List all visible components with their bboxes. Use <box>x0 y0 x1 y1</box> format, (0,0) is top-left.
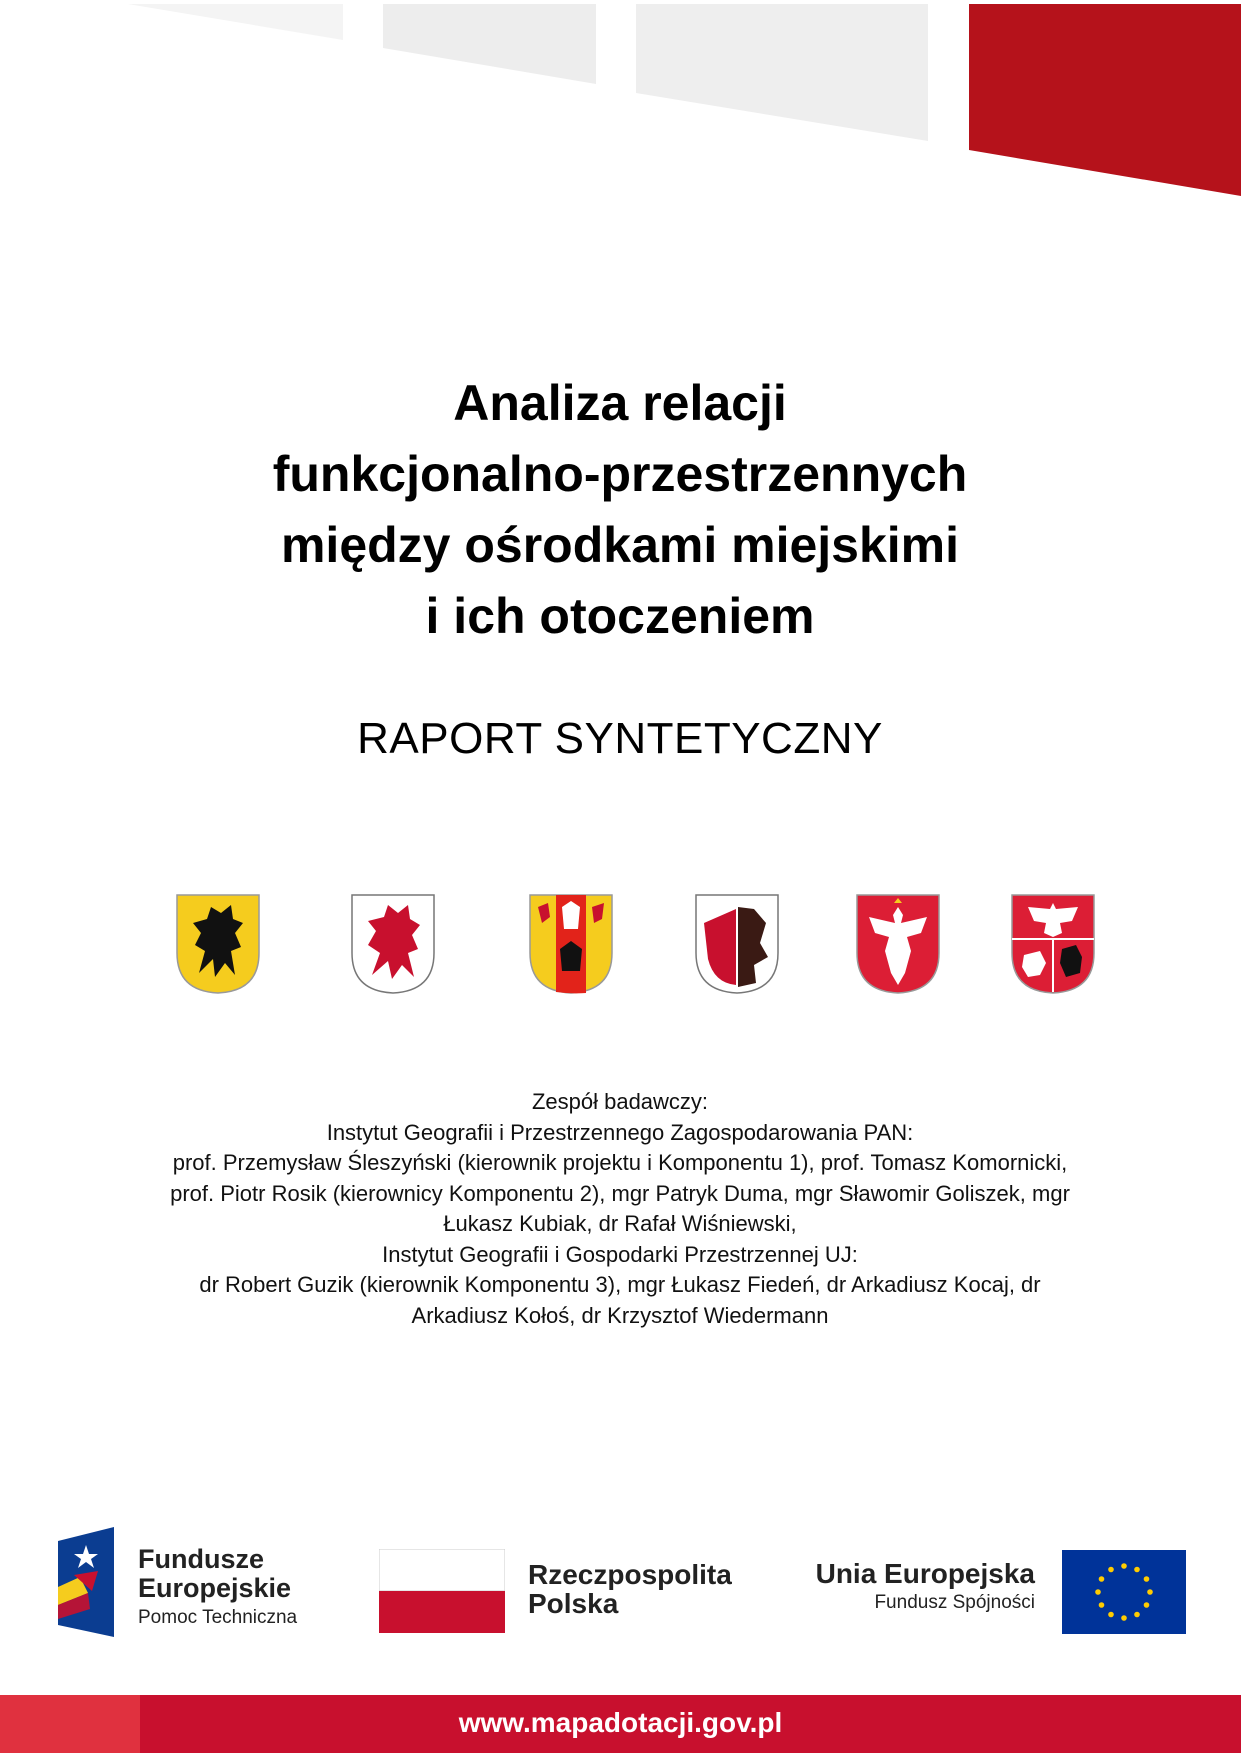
report-subtitle: RAPORT SYNTETYCZNY <box>357 714 883 763</box>
title-line: Analiza relacji <box>453 375 787 431</box>
team-members: prof. Przemysław Śleszyński (kierownik projektu i Komponentu 1), prof. Tomasz Komornicki, <box>172 1150 1068 1175</box>
title-line: między ośrodkami miejskimi <box>280 517 960 573</box>
footer-url-link[interactable]: www.mapadotacji.gov.pl <box>458 1707 783 1738</box>
team-institute: Instytut Geografii i Przestrzennego Zagospodarowania PAN: <box>326 1119 914 1145</box>
ue-subtitle: Fundusz Spójności <box>874 1592 1035 1613</box>
rp-line: Polska <box>528 1588 619 1619</box>
zachodniopomorskie-crest <box>350 893 436 995</box>
mazowieckie-crest <box>855 893 941 995</box>
polish-flag-icon <box>379 1549 505 1633</box>
team-members: dr Robert Guzik (kierownik Komponentu 3), mgr Łukasz Fiedeń, dr Arkadiusz Kocaj, dr <box>199 1272 1041 1297</box>
unia-europejska-text <box>810 1558 1035 1616</box>
pomorskie-crest <box>175 893 261 995</box>
page-title <box>150 368 1090 652</box>
fe-title: Europejskie <box>138 1573 292 1603</box>
header-grey-stripe-1 <box>128 4 343 40</box>
header-grey-stripe-2 <box>383 4 596 84</box>
fundusze-europejskie-text <box>138 1545 297 1633</box>
podlaskie-crest <box>1010 893 1096 995</box>
team-members: prof. Piotr Rosik (kierownicy Komponentu 2), mgr Patryk Duma, mgr Sławomir Goliszek, mgr <box>170 1180 1070 1206</box>
research-team <box>140 1087 1100 1331</box>
fe-title: Fundusze <box>138 1544 264 1574</box>
title-line: funkcjonalno-przestrzennych <box>272 446 968 502</box>
fe-subtitle: Pomoc Techniczna <box>138 1607 298 1628</box>
ue-title: Unia Europejska <box>815 1558 1035 1589</box>
fundusze-europejskie-logo-icon <box>58 1527 114 1637</box>
funding-logos <box>0 1525 1241 1645</box>
team-institute: Instytut Geografii i Gospodarki Przestrzennej UJ: <box>382 1241 858 1267</box>
rp-line: Rzeczpospolita <box>528 1559 732 1590</box>
team-heading: Zespół badawczy: <box>531 1089 709 1114</box>
warminsko-mazurskie-crest <box>528 893 614 995</box>
crests-row <box>0 893 1241 1003</box>
team-members: Arkadiusz Kołoś, dr Krzysztof Wiedermann <box>411 1302 829 1328</box>
team-members: Łukasz Kubiak, dr Rafał Wiśniewski, <box>443 1211 797 1236</box>
eu-flag-icon <box>1062 1550 1186 1634</box>
header-red-block <box>969 4 1241 196</box>
rzeczpospolita-text <box>528 1560 732 1618</box>
header-grey-stripe-3 <box>636 4 928 141</box>
header-decoration <box>0 0 1241 220</box>
title-line: i ich otoczeniem <box>425 588 815 644</box>
kujawsko-pomorskie-crest <box>694 893 780 995</box>
